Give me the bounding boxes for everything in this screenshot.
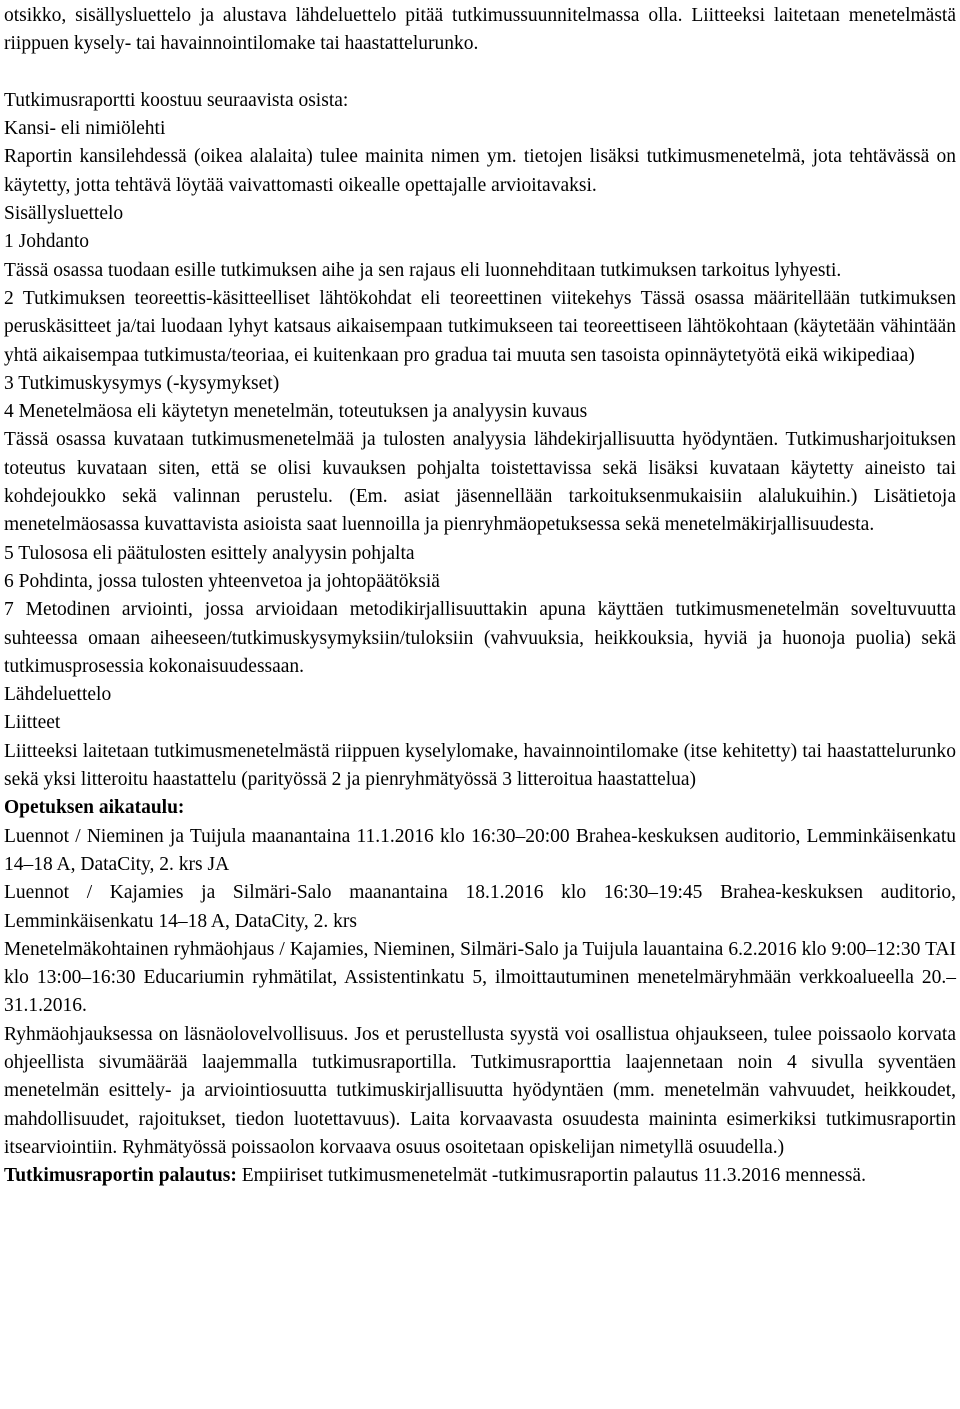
document-page bbox=[4, 2, 956, 1190]
section-heading-report-parts: Tutkimusraportti koostuu seuraavista osista: bbox=[4, 89, 349, 111]
paragraph-introduction: Tässä osassa tuodaan esille tutkimuksen aihe ja sen rajaus eli luonnehditaan tutkimuksen tarkoitus lyhyesti. bbox=[4, 259, 842, 281]
item-research-questions: 3 Tutkimuskysymys (-kysymykset) bbox=[4, 372, 280, 394]
item-theoretical-framework: 2 Tutkimuksen teoreettis-käsitteelliset lähtökohdat eli teoreettinen viitekehys Tässä osassa määritellään tutkimuksen peruskäsitteet ja/tai luodaan lyhyt katsaus aikaisempaan tutkimukseen tai teoreettiseen lähtökohtaan (käytetään vähintään yhtä aikaisempaa tutkimusta/teoriaa, ei kuitenkaan pro gradua tai muuta sen tasoista opinnäytetyötä eikä wikipediaa) bbox=[4, 287, 956, 366]
item-appendices: Liitteet bbox=[4, 712, 61, 734]
item-table-of-contents: Sisällysluettelo bbox=[4, 203, 124, 225]
schedule-lecture-2: Luennot / Kajamies ja Silmäri-Salo maanantaina 18.1.2016 klo 16:30–19:45 Brahea-keskuksen auditorio, Lemminkäisenkatu 14–18 A, DataCity, 2. krs bbox=[4, 882, 956, 932]
blank-line bbox=[4, 59, 956, 87]
paragraph-appendices: Liitteeksi laitetaan tutkimusmenetelmästä riippuen kyselylomake, havainnointilomake (itse kehitetty) tai haastattelurunko sekä yksi litteroitu haastattelu (parityössä 2 ja pienryhmätyössä 3 litteroitua haastattelua) bbox=[4, 740, 956, 791]
section-heading-schedule: Opetuksen aikataulu: bbox=[4, 797, 185, 819]
paragraph-attendance: Ryhmäohjauksessa on läsnäolovelvollisuus. Jos et perustellusta syystä voi osallistua ohjaukseen, tulee poissaolo korvata ohjeellista sivumäärää laajemmalla tutkimusraportilla. Tutkimusraporttia laajennetaan noin 4 sivulla syventäen menetelmän esittely- ja arviointiosuutta tutkimuskirjallisuutta hyödyntäen (mm. menetelmän vahvuudet, heikkoudet, mahdollisuudet, rajoitukset, tiedon luotettavuus). Laita korvaavasta osuudesta maininta esimerkiksi tutkimusraportin itsearviointiin. Ryhmätyössä poissaolon korvaava osuus osoitetaan opiskelijan nimetyllä osuudella.) bbox=[4, 1023, 956, 1158]
deadline-text: Empiiriset tutkimusmenetelmät -tutkimusraportin palautus 11.3.2016 mennessä. bbox=[236, 1165, 866, 1187]
item-results: 5 Tulososa eli päätulosten esittely analyysin pohjalta bbox=[4, 542, 415, 564]
item-references: Lähdeluettelo bbox=[4, 684, 112, 706]
item-method-evaluation: 7 Metodinen arviointi, jossa arvioidaan metodikirjallisuuttakin apuna käyttäen tutkimusmenetelmän soveltuvuutta suhteessa omaan aiheeseen/tutkimuskysymyksiin/tuloksiin (vahvuuksia, heikkouksia, hyviä ja huonoja puolia) sekä tutkimusprosessia kokonaisuudessaan. bbox=[4, 599, 956, 677]
item-cover-page: Kansi- eli nimiölehti bbox=[4, 118, 166, 140]
paragraph-methods: Tässä osassa kuvataan tutkimusmenetelmää ja tulosten analyysia lähdekirjallisuutta hyödyntäen. Tutkimusharjoituksen toteutus kuvataan siten, että se olisi kuvauksen pohjalta toistettavissa sekä lisäksi kuvataan käytetty aineisto tai kohdejoukko sekä valinnan perustelu. (Em. asiat jäsennellään tarkoituksenmukaisiin alalukuihin.) Lisätietoja menetelmäosassa kuvattavista asioista saat luennoilla ja pienryhmäopetuksessa sekä menetelmäkirjallisuudesta. bbox=[4, 429, 956, 536]
item-discussion: 6 Pohdinta, jossa tulosten yhteenvetoa ja johtopäätöksiä bbox=[4, 570, 440, 592]
paragraph-cover-page: Raportin kansilehdessä (oikea alalaita) tulee mainita nimen ym. tietojen lisäksi tutkimusmenetelmä, jota tehtävässä on käytetty, jotta tehtävä löytää vaivattomasti oikealle opettajalle arvioitavaksi. bbox=[4, 146, 956, 196]
deadline-label: Tutkimusraportin palautus: bbox=[4, 1165, 237, 1187]
paragraph-report-deadline bbox=[4, 1162, 956, 1190]
schedule-lecture-1: Luennot / Nieminen ja Tuijula maanantaina 11.1.2016 klo 16:30–20:00 Brahea-keskuksen auditorio, Lemminkäisenkatu 14–18 A, DataCity, 2. krs JA bbox=[4, 825, 956, 875]
paragraph-intro: otsikko, sisällysluettelo ja alustava lähdeluettelo pitää tutkimussuunnitelmassa olla. Liitteeksi laitetaan menetelmästä riippuen kysely- tai havainnointilomake tai haastattelurunko. bbox=[4, 5, 956, 55]
item-methods: 4 Menetelmäosa eli käytetyn menetelmän, toteutuksen ja analyysin kuvaus bbox=[4, 401, 588, 423]
schedule-group-guidance: Menetelmäkohtainen ryhmäohjaus / Kajamies, Nieminen, Silmäri-Salo ja Tuijula lauantaina 6.2.2016 klo 9:00–12:30 TAI klo 13:00–16:30 Educariumin ryhmätilat, Assistentinkatu 5, ilmoittautuminen menetelmäryhmään verkkoalueella 20.–31.1.2016. bbox=[4, 938, 956, 1017]
item-introduction: 1 Johdanto bbox=[4, 231, 90, 253]
